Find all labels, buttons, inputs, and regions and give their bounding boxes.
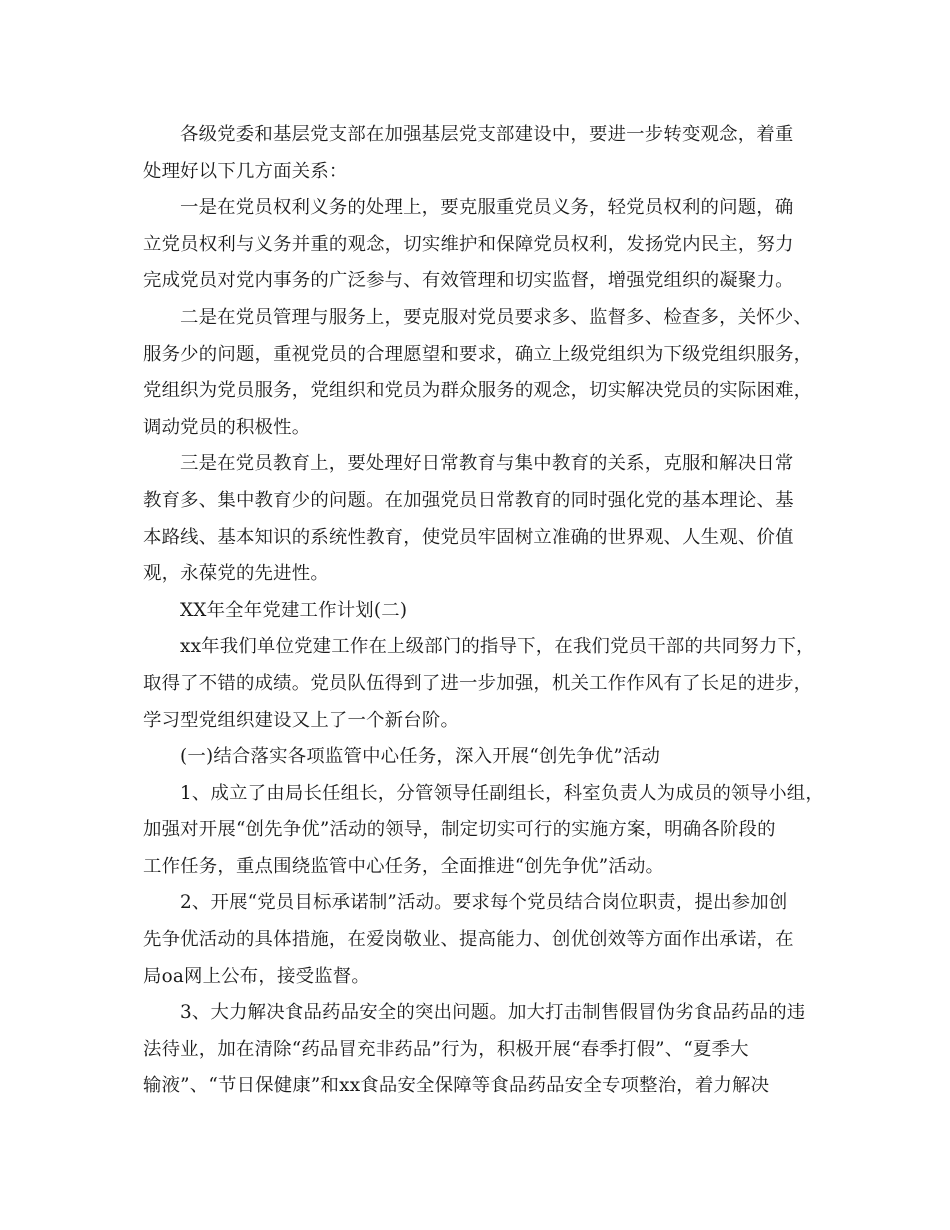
paragraph-line: 取得了不错的成绩。党员队伍得到了进一步加强，机关工作作风有了长足的进步， bbox=[143, 672, 813, 694]
paragraph-line: 教育多、集中教育少的问题。在加强党员日常教育的同时强化党的基本理论、基 bbox=[143, 489, 794, 511]
paragraph-line: 工作任务，重点围绕监管中心任务，全面推进“创先争优”活动。 bbox=[143, 855, 665, 877]
paragraph-line: 立党员权利与义务并重的观念，切实维护和保障党员权利，发扬党内民主，努力 bbox=[143, 233, 794, 255]
paragraph-line: 三是在党员教育上，要处理好日常教育与集中教育的关系，克服和解决日常 bbox=[180, 453, 794, 475]
paragraph-line: 输液”、“节日保健康”和xx食品安全保障等食品药品安全专项整治，着力解决 bbox=[143, 1075, 770, 1097]
paragraph-line: 服务少的问题，重视党员的合理愿望和要求，确立上级党组织为下级党组织服务， bbox=[143, 343, 813, 365]
paragraph-line: 1、成立了由局长任组长，分管领导任副组长，科室负责人为成员的领导小组， bbox=[180, 782, 824, 804]
paragraph-line: 一是在党员权利义务的处理上，要克服重党员义务，轻党员权利的问题，确 bbox=[180, 197, 794, 219]
paragraph-line: 各级党委和基层党支部在加强基层党支部建设中，要进一步转变观念，着重 bbox=[180, 124, 794, 145]
paragraph-line: 法待业，加在清除“药品冒充非药品”行为，积极开展“春季打假”、“夏季大 bbox=[143, 1038, 749, 1060]
paragraph-line: 本路线、基本知识的系统性教育，使党员牢固树立准确的世界观、人生观、价值 bbox=[143, 526, 794, 548]
section-heading: XX年全年党建工作计划(二) bbox=[180, 599, 408, 621]
paragraph-line: 处理好以下几方面关系： bbox=[143, 160, 348, 182]
paragraph-line: 观，永葆党的先进性。 bbox=[143, 563, 329, 585]
subsection-heading: (一)结合落实各项监管中心任务，深入开展“创先争优”活动 bbox=[180, 746, 661, 768]
paragraph-line: 局oa网上公布，接受监督。 bbox=[143, 965, 370, 987]
paragraph-line: 2、开展“党员目标承诺制”活动。要求每个党员结合岗位职责，提出参加创 bbox=[180, 892, 788, 914]
paragraph-line: 先争优活动的具体措施，在爱岗敬业、提高能力、创优创效等方面作出承诺，在 bbox=[143, 929, 794, 951]
paragraph-line: 调动党员的积极性。 bbox=[143, 416, 311, 438]
paragraph-line: 完成党员对党内事务的广泛参与、有效管理和切实监督，增强党组织的凝聚力。 bbox=[143, 270, 794, 292]
paragraph-line: 党组织为党员服务，党组织和党员为群众服务的观念，切实解决党员的实际困难， bbox=[143, 380, 813, 402]
document-page bbox=[143, 117, 824, 1105]
paragraph-line: 3、大力解决食品药品安全的突出问题。加大打击制售假冒伪劣食品药品的违 bbox=[180, 1002, 806, 1024]
paragraph-line: 加强对开展“创先争优”活动的领导，制定切实可行的实施方案，明确各阶段的 bbox=[143, 819, 776, 841]
paragraph-line: 二是在党员管理与服务上，要克服对党员要求多、监督多、检查多，关怀少、 bbox=[180, 306, 813, 328]
paragraph-line: 学习型党组织建设又上了一个新台阶。 bbox=[143, 709, 460, 731]
paragraph-line: xx年我们单位党建工作在上级部门的指导下，在我们党员干部的共同努力下， bbox=[180, 636, 815, 658]
